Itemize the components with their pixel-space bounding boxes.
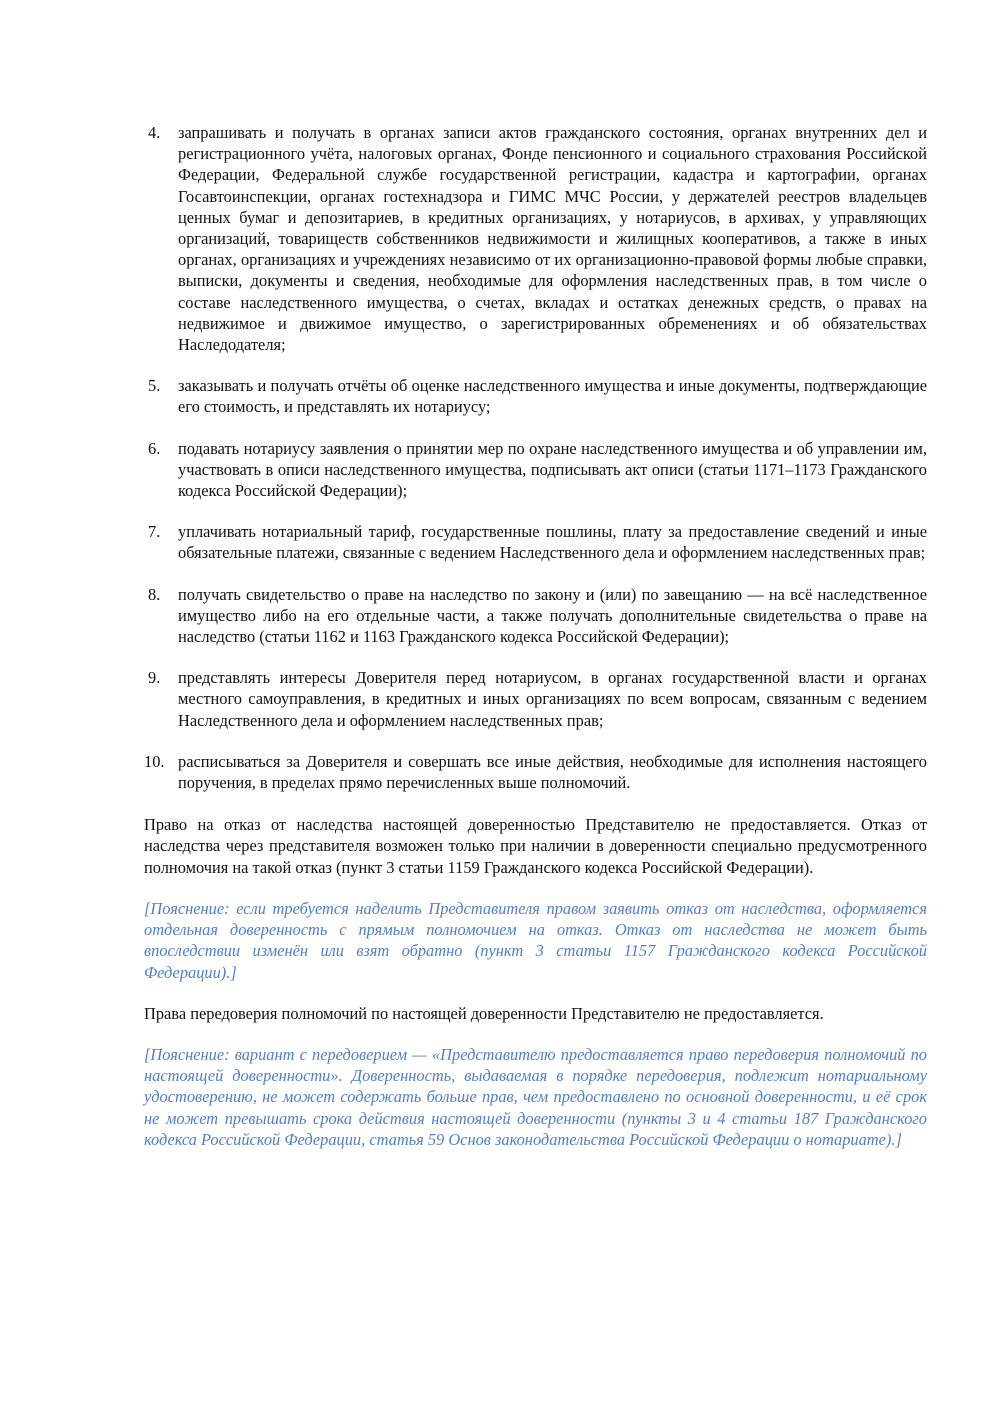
list-item-text: заказывать и получать отчёты об оценке наследственного имущества и иные документы, подтверждающие его стоимость, и представлять их нотариусу; [178, 376, 927, 417]
list-number: 8. [148, 584, 161, 604]
list-item-text: представлять интересы Доверителя перед нотариусом, в органах государственной власти и органах местного самоуправления, в кредитных и иных организациях по всем вопросам, связанным с ведением Наследственного дела и оформлением наследственных прав; [178, 668, 927, 730]
list-item-4 [144, 122, 927, 355]
list-item-text: уплачивать нотариальный тариф, государственные пошлины, плату за предоставление сведений и иные обязательные платежи, связанные с ведением Наследственного дела и оформлением наследственных прав; [178, 522, 927, 563]
list-number: 6. [148, 438, 161, 458]
list-number: 4. [148, 123, 161, 142]
list-item-9 [144, 667, 927, 731]
refusal-note: [Пояснение: если требуется наделить Представителя правом заявить отказ от наследства, оформляется отдельная доверенность с прямым полномочием на отказ. Отказ от наследства не может быть впоследствии изменён или взят обратно (пункт 3 статьи 1157 Гражданского кодекса Российской Федерации).] [144, 898, 927, 982]
list-item-10 [144, 751, 927, 793]
list-number: 7. [148, 522, 161, 542]
list-number: 10. [144, 751, 165, 771]
list-item-text: подавать нотариусу заявления о принятии мер по охране наследственного имущества и об управлении им, участвовать в описи наследственного имущества, подписывать акт описи (статьи 1171–1173 Гражданского кодекса Российской Федерации); [178, 438, 927, 501]
substitution-clause: Права передоверия полномочий по настоящей доверенности Представителю не предоставляется. [144, 1003, 824, 1023]
list-item-8 [144, 584, 927, 648]
list-item-5 [144, 375, 927, 417]
list-item-text: получать свидетельство о праве на наследство по закону и (или) по завещанию — на всё наследственное имущество либо на его отдельные части, а также получать дополнительные свидетельства о праве на наследство (статьи 1162 и 1163 Гражданского кодекса Российской Федерации); [178, 584, 927, 647]
list-number: 5. [148, 376, 161, 396]
document-page [144, 122, 927, 1170]
list-item-7 [144, 521, 927, 563]
list-number: 9. [148, 668, 161, 688]
list-item-text: запрашивать и получать в органах записи актов гражданского состояния, органах внутренних дел и регистрационного учёта, налоговых органах, Фонде пенсионного и социального страхования Российской Федерации, Федеральной службе государственной регистрации, кадастра и картографии, органах Госавтоинспекции, органах гостехнадзора и ГИМС МЧС России, у держателей реестров владельцев ценных бумаг и депозитариев, в кредитных организациях, у нотариусов, в архивах, у управляющих организаций, товариществ собственников недвижимости и жилищных кооперативов, а также в иных органах, организациях и учреждениях независимо от их организационно-правовой формы любые справки, выписки, документы и сведения, необходимые для оформления наследственных прав, в том числе о составе наследственного имущества, о счетах, вкладах и остатках денежных средств, о правах на недвижимое и движимое имущество, о зарегистрированных обременениях и об обязательствах Наследодателя; [178, 123, 927, 355]
list-item-6 [144, 438, 927, 502]
powers-list [144, 122, 927, 793]
substitution-note: [Пояснение: вариант с передоверием — «Представителю предоставляется право передоверия полномочий по настоящей доверенности». Доверенность, выдаваемая в порядке передоверия, подлежит нотариальному удостоверению, не может содержать больше прав, чем предоставлено по основной доверенности, и её срок не может превышать срока действия настоящей доверенности (пункты 3 и 4 статьи 187 Гражданского кодекса Российской Федерации, статья 59 Основ законодательства Российской Федерации о нотариате).] [144, 1044, 927, 1149]
refusal-clause: Право на отказ от наследства настоящей доверенностью Представителю не предоставляется. Отказ от наследства через представителя возможен только при наличии в доверенности специально предусмотренного полномочия на такой отказ (пункт 3 статьи 1159 Гражданского кодекса Российской Федерации). [144, 815, 927, 877]
list-item-text: расписываться за Доверителя и совершать все иные действия, необходимые для исполнения настоящего поручения, в пределах прямо перечисленных выше полномочий. [178, 751, 927, 793]
